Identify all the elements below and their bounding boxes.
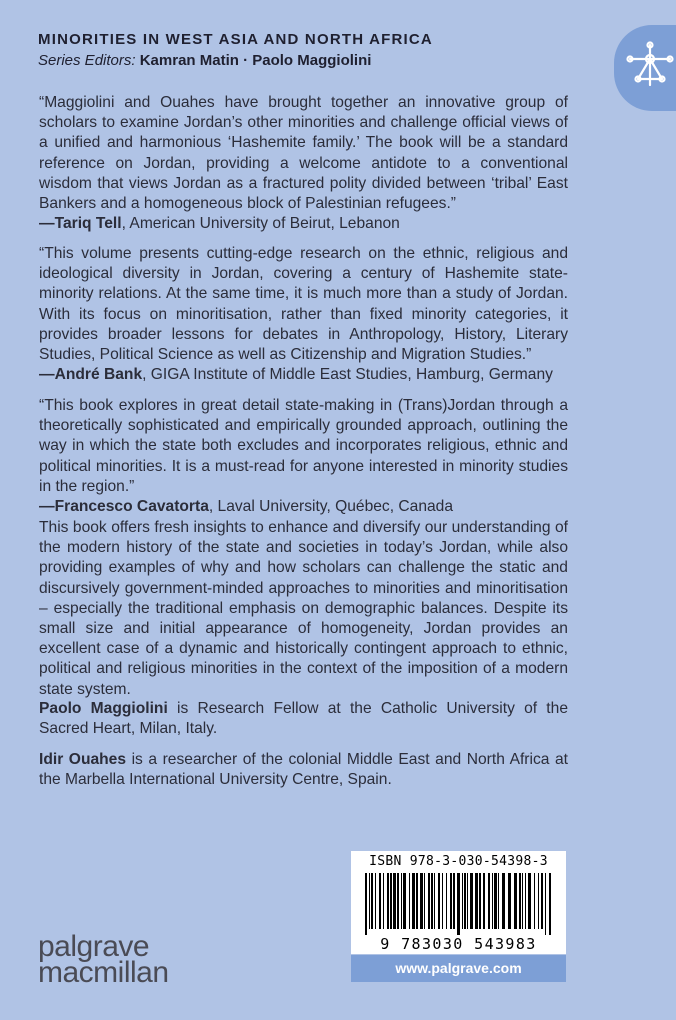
- bio-text: [39, 750, 568, 790]
- barcode-bar: [498, 873, 499, 929]
- barcode-bar: [365, 873, 367, 935]
- barcode-bar: [397, 873, 399, 929]
- barcode-bar: [538, 873, 539, 929]
- series-editors-names: Kamran Matin · Paolo Maggiolini: [139, 52, 372, 69]
- barcode-bar: [525, 873, 526, 929]
- bio-description: is Research Fellow at the Catholic University of the Sacred Heart, Milan, Italy.: [39, 700, 568, 738]
- barcode-bar: [522, 873, 523, 929]
- endorsement-quote: “This volume presents cutting-edge research on the ethnic, religious and ideological diversity in Jordan, covering a century of Hashemite state-minority relations. At the same time, it is much more than a study of Jordan. With its focus on minoritisation, rather than fixed minority categories, it provides broader lessons for debates in Anthropology, History, Literary Studies, Political Science as well as Citizenship and Migration Studies.”: [39, 245, 568, 364]
- publisher-logo: [38, 930, 169, 989]
- series-title: MINORITIES IN WEST ASIA AND NORTH AFRICA: [38, 31, 433, 48]
- barcode-bar: [383, 873, 384, 929]
- endorser-name: —Tariq Tell: [39, 215, 122, 233]
- endorser-affiliation: , Laval University, Québec, Canada: [208, 498, 454, 516]
- description-text: This book offers fresh insights to enhance and diversify our understanding of the modern history of the state and societies in today’s Jordan, while also providing examples of why and how scholars can challenge the static and discursively government-minded approaches to minorities and minoritisation – especially the traditional emphasis on demographic balances. Despite its small size and initial appearance of homogeneity, Jordan provides an excellent case of a dynamic and historically contingent approach to ethnic, political and religious minorities in the context of the imposition of a modern state system.: [39, 519, 568, 698]
- barcode-bar: [470, 873, 473, 929]
- barcode-bar: [446, 873, 447, 929]
- barcode-bar: [467, 873, 468, 929]
- endorser-name: —André Bank: [39, 366, 143, 384]
- barcode-bar: [483, 873, 485, 929]
- endorser-name: —Francesco Cavatorta: [39, 498, 209, 516]
- publisher-logo-line2: macmillan: [38, 956, 169, 989]
- endorsement-attribution: [39, 214, 568, 234]
- barcode-bar: [371, 873, 373, 929]
- barcode-bar: [369, 873, 370, 929]
- publisher-url[interactable]: www.palgrave.com: [351, 955, 566, 982]
- barcode-bar: [508, 873, 511, 929]
- book-description: [39, 518, 568, 700]
- author-bio-1: [39, 699, 568, 739]
- endorser-affiliation: , American University of Beirut, Lebanon: [121, 215, 400, 233]
- barcode-bar: [488, 873, 490, 929]
- series-editors-label: Series Editors:: [38, 52, 136, 69]
- barcode-bar: [424, 873, 425, 929]
- barcode-bar: [453, 873, 455, 929]
- endorsement-2: [39, 244, 568, 385]
- bio-name: Idir Ouahes: [39, 751, 127, 768]
- barcode-bars: [365, 873, 552, 935]
- isbn-label: ISBN 978-3-030-54398-3: [369, 854, 548, 869]
- barcode-bar: [541, 873, 543, 929]
- bio-name: Paolo Maggiolini: [39, 700, 168, 717]
- barcode-bar: [409, 873, 410, 929]
- barcode-bar: [434, 873, 435, 929]
- barcode-bar: [502, 873, 505, 929]
- endorsement-quote: “This book explores in great detail state-making in (Trans)Jordan through a theoretically sophisticated and empirically grounded approach, outlining the way in which the state both excludes and incorporates religious, ethnic and political minorities. It is a must-read for anyone interested in minority studies in the region.”: [39, 397, 568, 495]
- barcode-bar: [492, 873, 493, 929]
- author-bio-2: [39, 750, 568, 790]
- publisher-logo-line1: palgrave: [38, 930, 150, 963]
- barcode-bar: [379, 873, 381, 929]
- constellation-icon: [624, 39, 676, 91]
- bio-text: [39, 699, 568, 739]
- barcode-digits: 9 783030 543983: [380, 935, 537, 953]
- bio-description: is a researcher of the colonial Middle East and North Africa at the Marbella International University Centre, Spain.: [39, 751, 568, 789]
- endorsement-1: [39, 93, 568, 234]
- barcode-bar: [438, 873, 440, 929]
- barcode-bar: [431, 873, 433, 929]
- endorsement-3: [39, 396, 568, 517]
- barcode-bar: [519, 873, 521, 929]
- barcode-bar: [494, 873, 497, 929]
- barcode-bar: [442, 873, 443, 929]
- barcode-bar: [390, 873, 392, 929]
- barcode-bar: [464, 873, 466, 929]
- barcode-bar: [375, 873, 376, 929]
- barcode-bar: [475, 873, 478, 929]
- barcode-bar: [420, 873, 423, 929]
- barcode-bar: [412, 873, 415, 929]
- barcode-bar: [428, 873, 430, 929]
- barcode-bar: [387, 873, 389, 929]
- barcode-bar: [545, 873, 546, 935]
- barcode-bar: [479, 873, 481, 929]
- barcode-bar: [403, 873, 406, 929]
- endorsement-attribution: [39, 365, 568, 385]
- endorsement-attribution: [39, 497, 568, 517]
- barcode-bar: [416, 873, 418, 929]
- barcode-bar: [462, 873, 463, 929]
- series-editors: [38, 52, 371, 69]
- barcode-bar: [514, 873, 517, 929]
- isbn-barcode: [351, 851, 566, 954]
- endorsement-quote: “Maggiolini and Ouahes have brought together an innovative group of scholars to examine Jordan’s other minorities and challenge official views of a unified and harmonious ‘Hashemite family.’ The book will be a standard reference on Jordan, providing a welcome antidote to a conventional wisdom that views Jordan as a fractured polity divided between ‘tribal’ East Bankers and a homogeneous block of Palestinian refugees.”: [39, 94, 568, 213]
- series-logo-tab: [614, 25, 676, 111]
- barcode-bar: [549, 873, 551, 935]
- barcode-bar: [528, 873, 531, 929]
- barcode-bar: [457, 873, 460, 935]
- barcode-bar: [401, 873, 402, 929]
- barcode-bar: [450, 873, 452, 929]
- barcode-bar: [534, 873, 535, 929]
- barcode-bar: [393, 873, 396, 929]
- endorser-affiliation: , GIGA Institute of Middle East Studies, Hamburg, Germany: [142, 366, 553, 384]
